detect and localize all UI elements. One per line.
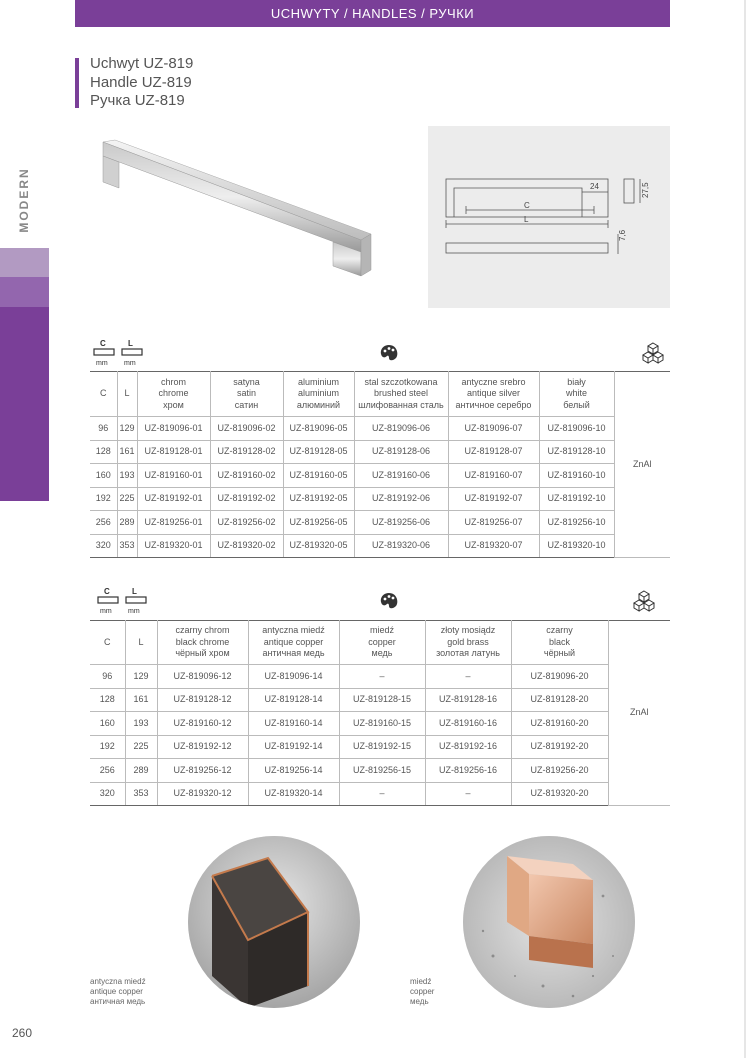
table2-material: ZnAl <box>608 621 670 806</box>
caption-line: медь <box>410 997 429 1006</box>
title-accent-bar <box>75 58 79 108</box>
table2-cell: 353 <box>125 782 157 806</box>
table1-cell: UZ-819192-07 <box>448 487 539 511</box>
side-tab-light-block <box>0 248 49 277</box>
table2-cell: 128 <box>90 688 125 712</box>
table2-cell: UZ-819320-14 <box>248 782 339 806</box>
detail-photo-antique-copper <box>188 836 360 1008</box>
icon-mm-text-1: mm <box>100 608 112 614</box>
cubes-icon <box>632 589 656 613</box>
dim-24-label: 24 <box>590 182 599 191</box>
table2-finish-black: czarny black чёрный <box>511 621 608 665</box>
handle-illustration <box>95 130 385 290</box>
caption-line: antique copper <box>90 987 143 996</box>
table1-cell: UZ-819192-05 <box>283 487 354 511</box>
table2-cell: UZ-819192-16 <box>425 735 511 759</box>
table1-cell: 193 <box>117 464 137 488</box>
table1-cell: UZ-819128-07 <box>448 440 539 464</box>
table-row <box>90 759 670 783</box>
table2-col-l: L <box>125 621 157 665</box>
table2-cell: – <box>339 782 425 806</box>
table1-cell: UZ-819256-02 <box>210 511 283 535</box>
table2-finish-gold-brass: złoty mosiądz gold brass золотая латунь <box>425 621 511 665</box>
product-title-ru: Ручка UZ-819 <box>90 92 185 109</box>
spec-table-2 <box>90 620 670 806</box>
icon-mm-text-2: mm <box>124 360 136 366</box>
table1-finish-brushed-steel: stal szczotkowana brushed steel шлифованная сталь <box>354 372 448 417</box>
table1-cell: UZ-819256-07 <box>448 511 539 535</box>
size-icons-2 <box>96 586 152 619</box>
table1-cell: UZ-819128-05 <box>283 440 354 464</box>
table2-cell: UZ-819160-15 <box>339 712 425 736</box>
size-icons-1 <box>92 338 148 371</box>
table1-finish-aluminium: aluminium aluminium алюминий <box>283 372 354 417</box>
table1-cell: UZ-819320-01 <box>137 534 210 558</box>
icon-mm-text-2: mm <box>128 608 140 614</box>
palette-icon <box>379 591 399 611</box>
table1-finish-white: biały white белый <box>539 372 614 417</box>
table1-finish-chrome: chrom chrome хром <box>137 372 210 417</box>
table-row <box>90 417 670 441</box>
table1-cell: UZ-819256-05 <box>283 511 354 535</box>
table1-cell: UZ-819320-07 <box>448 534 539 558</box>
icon-l-text: L <box>128 339 133 348</box>
table2-cell: 193 <box>125 712 157 736</box>
table2-cell: UZ-819256-20 <box>511 759 608 783</box>
table1-cell: UZ-819096-06 <box>354 417 448 441</box>
table1-cell: UZ-819128-10 <box>539 440 614 464</box>
table1-cell: UZ-819128-01 <box>137 440 210 464</box>
table2-cell: UZ-819128-14 <box>248 688 339 712</box>
product-title <box>90 55 193 111</box>
caption-line: miedź <box>410 977 432 986</box>
table-row <box>90 735 670 759</box>
table2-cell: UZ-819320-20 <box>511 782 608 806</box>
table1-cell: UZ-819320-02 <box>210 534 283 558</box>
table2-cell: UZ-819160-14 <box>248 712 339 736</box>
table1-cell: UZ-819320-10 <box>539 534 614 558</box>
table1-col-l: L <box>117 372 137 417</box>
cubes-icon <box>641 341 665 365</box>
table1-cell: UZ-819320-05 <box>283 534 354 558</box>
table2-finish-black-chrome: czarny chrom black chrome чёрный хром <box>157 621 248 665</box>
table2-cell: – <box>425 782 511 806</box>
c-l-dimension-icon <box>92 338 148 366</box>
table2-cell: UZ-819128-16 <box>425 688 511 712</box>
table1-cell: 320 <box>90 534 117 558</box>
table2-cell: UZ-819256-14 <box>248 759 339 783</box>
dim-c-label: C <box>524 201 530 210</box>
table1-cell: 128 <box>90 440 117 464</box>
table1-cell: UZ-819096-10 <box>539 417 614 441</box>
table1-cell: UZ-819096-02 <box>210 417 283 441</box>
antique-copper-illustration <box>188 836 360 1008</box>
caption-line: copper <box>410 987 435 996</box>
table1-cell: 160 <box>90 464 117 488</box>
caption-line: античная медь <box>90 997 146 1006</box>
table1-cell: UZ-819192-06 <box>354 487 448 511</box>
table1-cell: UZ-819160-02 <box>210 464 283 488</box>
table-row <box>90 464 670 488</box>
palette-icon <box>379 343 399 363</box>
table-row <box>90 534 670 558</box>
table2-cell: – <box>425 665 511 689</box>
table2-cell: 289 <box>125 759 157 783</box>
side-tab-mid-block <box>0 277 49 307</box>
table-row <box>90 440 670 464</box>
table2-cell: UZ-819160-20 <box>511 712 608 736</box>
table2-cell: UZ-819192-12 <box>157 735 248 759</box>
table-row <box>90 688 670 712</box>
table2-finish-antique-copper: antyczna miedź antique copper античная медь <box>248 621 339 665</box>
table2-finish-copper: miedź copper медь <box>339 621 425 665</box>
table2-cell: UZ-819192-15 <box>339 735 425 759</box>
table2-cell: UZ-819096-14 <box>248 665 339 689</box>
table-row <box>90 665 670 689</box>
table2-cell: UZ-819160-16 <box>425 712 511 736</box>
material-icon-1 <box>641 341 665 370</box>
table1-cell: UZ-819160-05 <box>283 464 354 488</box>
table1-cell: UZ-819128-06 <box>354 440 448 464</box>
finish-palette-icon-1 <box>379 343 399 368</box>
dim-27-5-label: 27,5 <box>641 182 650 198</box>
table1-cell: UZ-819160-07 <box>448 464 539 488</box>
table1-cell: 353 <box>117 534 137 558</box>
table1-cell: UZ-819128-02 <box>210 440 283 464</box>
table1-cell: UZ-819256-01 <box>137 511 210 535</box>
icon-mm-text-1: mm <box>96 360 108 366</box>
technical-drawing <box>428 126 670 308</box>
finish-palette-icon-2 <box>379 591 399 616</box>
table2-col-c: C <box>90 621 125 665</box>
table-row <box>90 487 670 511</box>
table-row <box>90 782 670 806</box>
table-row <box>90 712 670 736</box>
table1-cell: UZ-819096-07 <box>448 417 539 441</box>
table2-cell: UZ-819128-12 <box>157 688 248 712</box>
table1-cell: 289 <box>117 511 137 535</box>
dimension-drawing <box>428 126 670 308</box>
table1-cell: 129 <box>117 417 137 441</box>
side-tab-dark-block <box>0 307 49 501</box>
material-icon-2 <box>632 589 656 618</box>
dim-l-label: L <box>524 215 529 224</box>
table1-cell: UZ-819192-10 <box>539 487 614 511</box>
table2-cell: 225 <box>125 735 157 759</box>
table1-cell: UZ-819160-06 <box>354 464 448 488</box>
spec-table-1 <box>90 371 670 558</box>
table1-material: ZnAl <box>614 372 670 558</box>
table2-cell: UZ-819096-20 <box>511 665 608 689</box>
c-l-dimension-icon <box>96 586 152 614</box>
product-photo <box>95 130 385 290</box>
caption-antique-copper <box>90 977 146 1007</box>
table2-cell: UZ-819160-12 <box>157 712 248 736</box>
table2-cell: UZ-819192-20 <box>511 735 608 759</box>
page-edge <box>744 0 746 1058</box>
product-title-en: Handle UZ-819 <box>90 73 192 91</box>
table1-cell: UZ-819256-10 <box>539 511 614 535</box>
detail-photo-copper <box>463 836 635 1008</box>
table2-cell: UZ-819256-15 <box>339 759 425 783</box>
table1-cell: 96 <box>90 417 117 441</box>
icon-c-text: C <box>104 587 110 596</box>
caption-line: antyczna miedź <box>90 977 146 986</box>
page-number: 260 <box>12 1026 33 1040</box>
product-title-pl: Uchwyt UZ-819 <box>90 55 194 72</box>
table1-cell: 161 <box>117 440 137 464</box>
caption-copper <box>410 977 434 1007</box>
table1-cell: 192 <box>90 487 117 511</box>
copper-illustration <box>463 836 635 1008</box>
table2-cell: 161 <box>125 688 157 712</box>
table2-cell: 256 <box>90 759 125 783</box>
table2-cell: UZ-819256-12 <box>157 759 248 783</box>
table1-cell: 225 <box>117 487 137 511</box>
table2-cell: UZ-819320-12 <box>157 782 248 806</box>
table2-cell: 96 <box>90 665 125 689</box>
table2-cell: UZ-819128-20 <box>511 688 608 712</box>
table1-col-c: C <box>90 372 117 417</box>
table2-header-row <box>90 621 670 665</box>
table1-finish-antique-silver: antyczne srebro antique silver античное серебро <box>448 372 539 417</box>
table2-cell: – <box>339 665 425 689</box>
table2-cell: UZ-819256-16 <box>425 759 511 783</box>
table2-cell: 192 <box>90 735 125 759</box>
icon-c-text: C <box>100 339 106 348</box>
table1-cell: UZ-819192-02 <box>210 487 283 511</box>
table1-cell: UZ-819192-01 <box>137 487 210 511</box>
table2-cell: UZ-819096-12 <box>157 665 248 689</box>
icon-l-text: L <box>132 587 137 596</box>
table1-cell: 256 <box>90 511 117 535</box>
dim-7-6-label: 7,6 <box>618 229 627 241</box>
section-header: UCHWYTY / HANDLES / РУЧКИ <box>75 0 670 27</box>
table2-cell: UZ-819128-15 <box>339 688 425 712</box>
side-tab-text: MODERN <box>17 167 31 233</box>
table1-cell: UZ-819160-10 <box>539 464 614 488</box>
table1-cell: UZ-819096-01 <box>137 417 210 441</box>
table2-cell: 160 <box>90 712 125 736</box>
table1-cell: UZ-819256-06 <box>354 511 448 535</box>
table1-header-row <box>90 372 670 417</box>
table2-cell: 320 <box>90 782 125 806</box>
table1-cell: UZ-819096-05 <box>283 417 354 441</box>
table-row <box>90 511 670 535</box>
table1-finish-satin: satyna satin сатин <box>210 372 283 417</box>
table1-cell: UZ-819160-01 <box>137 464 210 488</box>
side-tab-label <box>14 160 34 240</box>
table1-cell: UZ-819320-06 <box>354 534 448 558</box>
table2-cell: 129 <box>125 665 157 689</box>
table2-cell: UZ-819192-14 <box>248 735 339 759</box>
